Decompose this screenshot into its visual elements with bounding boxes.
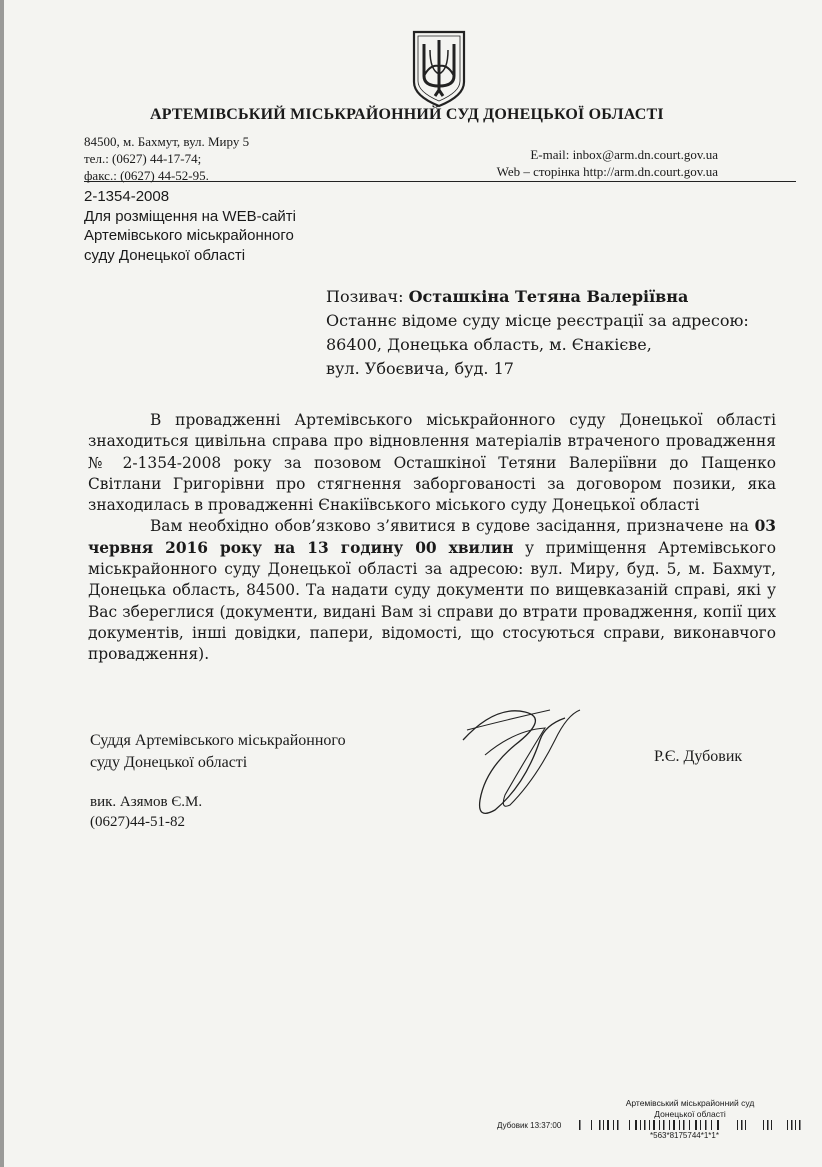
footer-stamp-court [600,1098,780,1120]
case-note-line: Артемівського міськрайонного [84,227,294,244]
header-divider [84,181,796,182]
executor-name: вик. Азямов Є.М. [90,794,203,810]
court-website: Web – сторінка http://arm.dn.court.gov.ua [496,164,718,179]
stamp-court-line: Донецької області [654,1109,726,1119]
judge-title-line: Суддя Артемівського міськрайонного [90,732,346,749]
case-note-line: Для розміщення на WEB-сайті [84,207,296,225]
scan-edge [0,0,4,1167]
notice-paragraph-2 [88,516,776,665]
handwritten-signature [455,700,585,825]
hearing-details: у приміщення Артемівського міськрайонного суду Донецької області за адресою: вул. Миру, буд. 5, м. Бахмут, Донецька область, 84500. Та надати суду документи по вищевказаній справі, які у Вас збереглися (документи, видані Вам зі справи до втрати провадження, копії цих документів, інші довідки, папери, відомості, що стосуються справи, виконавчого провадження). [88,538,777,664]
plaintiff-address-line: вул. Убоєвича, буд. 17 [326,359,514,378]
executor-phone: (0627)44-51-82 [90,814,185,830]
trident-coat-of-arms-icon [410,30,468,108]
executor-block [90,792,202,832]
hearing-datetime: 03 червня 2016 року на 13 годину 00 хвилин [88,517,776,557]
hearing-intro: Вам необхідно обов’язково з’явитися в судове засідання, призначене на [150,517,755,536]
plaintiff-block [326,285,749,381]
court-phone: тел.: (0627) 44-17-74; [84,151,202,166]
barcode-icon [577,1120,807,1130]
court-address: 84500, м. Бахмут, вул. Миру 5 [84,134,250,149]
plaintiff-address-line: 86400, Донецька область, м. Єнакієве, [326,335,652,354]
judge-name: Р.Є. Дубовик [654,748,743,765]
case-number: 2-1354-2008 [84,188,170,205]
plaintiff-line [326,285,749,309]
case-note-line: суду Донецької області [84,246,246,264]
stamp-court-line: Артемівський міськрайонний суд [625,1098,755,1108]
notice-paragraph-1: В провадженні Артемівського міськрайонного суду Донецької області знаходиться цивільна справа про відновлення матеріалів втраченого провадження № 2-1354-2008 року за позовом Осташкіної Тетяни Валеріївни до Пащенко Світлани Григорівни про стягнення заборгованості за договором позики, яка знаходилась в провадженні Єнакіївського міського суду Донецької області [88,411,776,515]
contact-left [84,133,249,184]
notice-body [88,410,776,666]
court-name-heading: АРТЕМІВСЬКИЙ МІСЬКРАЙОННИЙ СУД ДОНЕЦЬКОЇ ОБЛАСТІ [150,106,664,123]
judge-title [90,730,346,774]
case-block [84,187,296,265]
judge-title-line: суду Донецької області [90,754,248,771]
court-fax: факс.: (0627) 44-52-95. [84,168,209,183]
court-email: E-mail: inbox@arm.dn.court.gov.ua [530,147,718,162]
contact-right [497,146,718,180]
stamp-code: *563*8175744*1*1* [650,1131,719,1140]
stamp-judge-time: Дубовик 13:37:00 [497,1121,562,1130]
plaintiff-label: Позивач: [326,287,409,306]
plaintiff-address-line: Останнє відоме суду місце реєстрації за адресою: [326,311,749,330]
plaintiff-name: Осташкіна Тетяна Валеріївна [408,287,689,306]
